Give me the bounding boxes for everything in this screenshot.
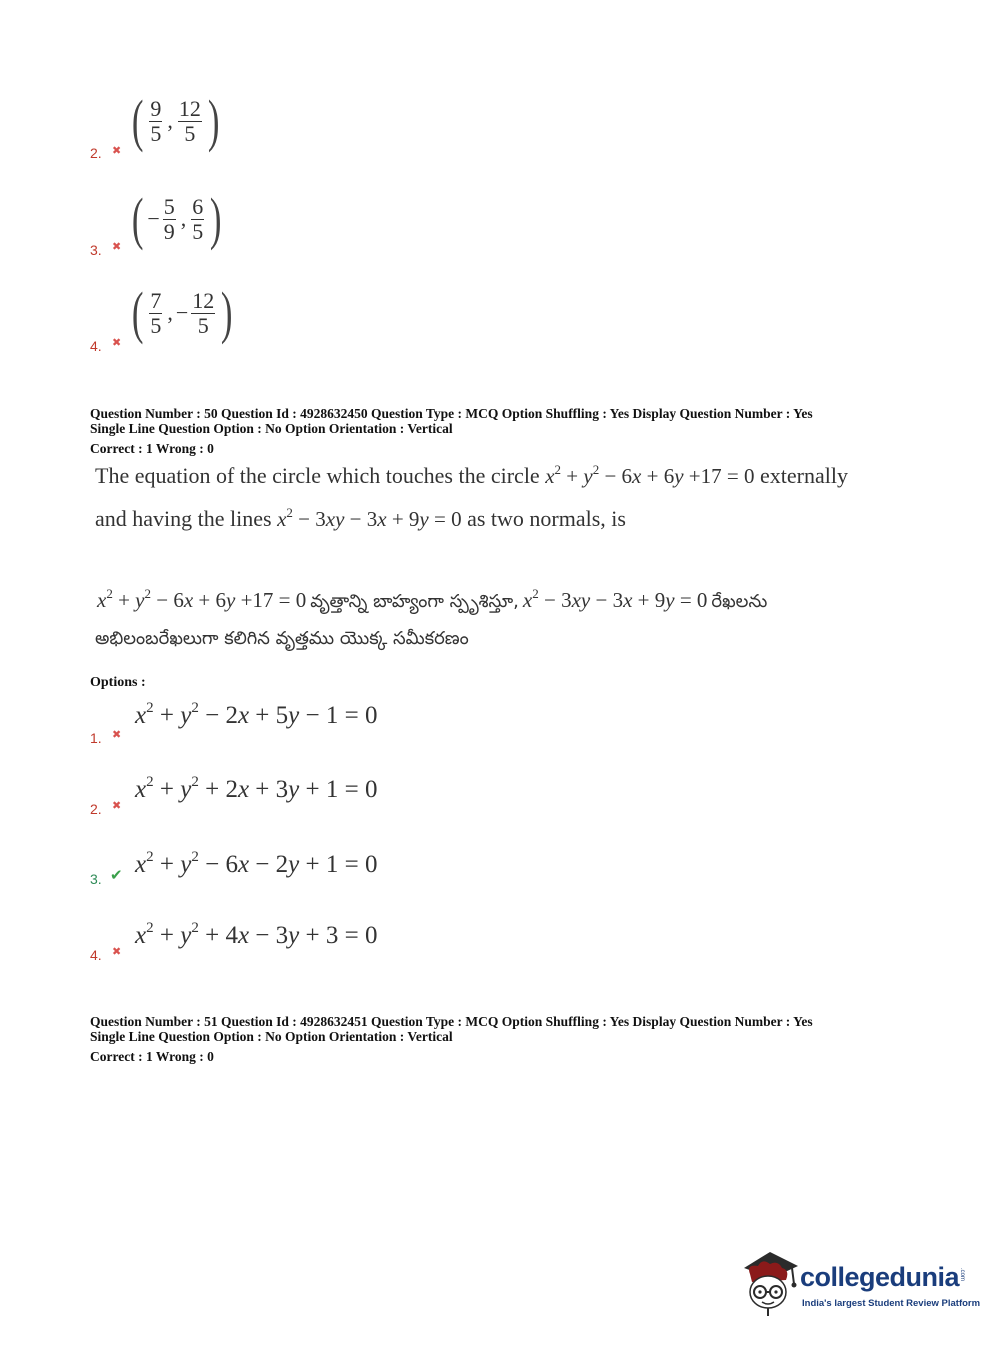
option-number: 3.: [90, 242, 102, 258]
logo-tagline: India's largest Student Review Platform: [802, 1298, 981, 1309]
option-number: 4.: [90, 947, 102, 963]
meta-line-3: Correct : 1 Wrong : 0: [90, 1049, 214, 1064]
circle-equation: $x^2 + y^2 - 6x + 6y +17 = 0$: [545, 462, 755, 488]
option-value: ( − $\frac{5}{9}$ , $\frac{6}{5}$ ): [131, 186, 222, 251]
meta-line-1: Question Number : 51 Question Id : 4928632451 Question Type : MCQ Option Shuffling : Yes Display Question Number : Yes: [90, 1014, 813, 1029]
logo-suffix: .com: [959, 1268, 965, 1282]
option-number: 3.: [90, 871, 102, 887]
fraction-a: $\frac{9}{5}$: [150, 96, 162, 146]
question-telugu-line-1: $x^2 + y^2 - 6x + 6y +17 = 0$ వృత్తాన్ని బాహ్యంగా స్పృశిస్తూ, $x^2 - 3xy - 3x + 9y = 0$ రేఖలను: [97, 586, 768, 612]
fraction-a: $\frac{5}{9}$: [163, 194, 175, 244]
question-50-meta: [90, 406, 813, 456]
check-icon: ✔: [110, 866, 123, 884]
cross-icon: ✖: [112, 336, 122, 349]
meta-line-2: Single Line Question Option : No Option Orientation : Vertical: [90, 1029, 453, 1044]
lines-equation: $x^2 - 3xy - 3x + 9y = 0$: [277, 505, 462, 531]
question-english-line-2: and having the lines $x^2 - 3xy - 3x + 9y = 0$ as two normals, is: [95, 505, 626, 531]
fraction-a: $\frac{7}{5}$: [150, 288, 162, 338]
fraction-b: $\frac{6}{5}$: [192, 194, 204, 244]
meta-line-1: Question Number : 50 Question Id : 4928632450 Question Type : MCQ Option Shuffling : Yes Display Question Number : Yes: [90, 406, 813, 421]
option-number: 4.: [90, 338, 102, 354]
cross-icon: ✖: [112, 144, 122, 157]
option-number: 2.: [90, 145, 102, 161]
option-number: 2.: [90, 801, 102, 817]
meta-line-3: Correct : 1 Wrong : 0: [90, 441, 214, 456]
options-label: Options :: [90, 675, 146, 690]
option-equation: $x^2 + y^2 + 2x + 3y + 1 = 0$: [135, 774, 378, 803]
mascot-icon: [740, 1248, 800, 1316]
fraction-b: $\frac{12}{5}$: [178, 96, 201, 146]
cross-icon: ✖: [112, 728, 122, 741]
cross-icon: ✖: [112, 799, 122, 812]
collegedunia-logo: [740, 1248, 981, 1318]
option-value: ( $\frac{9}{5}$ , $\frac{12}{5}$ ): [131, 88, 220, 153]
cross-icon: ✖: [112, 945, 122, 958]
option-equation: $x^2 + y^2 - 2x + 5y - 1 = 0$: [135, 700, 378, 729]
option-equation: $x^2 + y^2 - 6x - 2y + 1 = 0$: [135, 849, 378, 878]
question-telugu-line-2: అభిలంబరేఖలుగా కలిగిన వృత్తము యొక్క సమీకరణం: [95, 628, 469, 649]
question-english-line-1: The equation of the circle which touches the circle $x^2 + y^2 - 6x + 6y +17 = 0$ externally: [95, 462, 848, 488]
fraction-b: $\frac{12}{5}$: [192, 288, 215, 338]
option-number: 1.: [90, 730, 102, 746]
logo-wordmark: collegedunia: [800, 1262, 960, 1292]
cross-icon: ✖: [112, 240, 122, 253]
question-51-meta: [90, 1014, 813, 1064]
option-value: ( $\frac{7}{5}$ , − $\frac{12}{5}$ ): [131, 280, 233, 345]
option-equation: $x^2 + y^2 + 4x - 3y + 3 = 0$: [135, 920, 378, 949]
meta-line-2: Single Line Question Option : No Option Orientation : Vertical: [90, 421, 453, 436]
